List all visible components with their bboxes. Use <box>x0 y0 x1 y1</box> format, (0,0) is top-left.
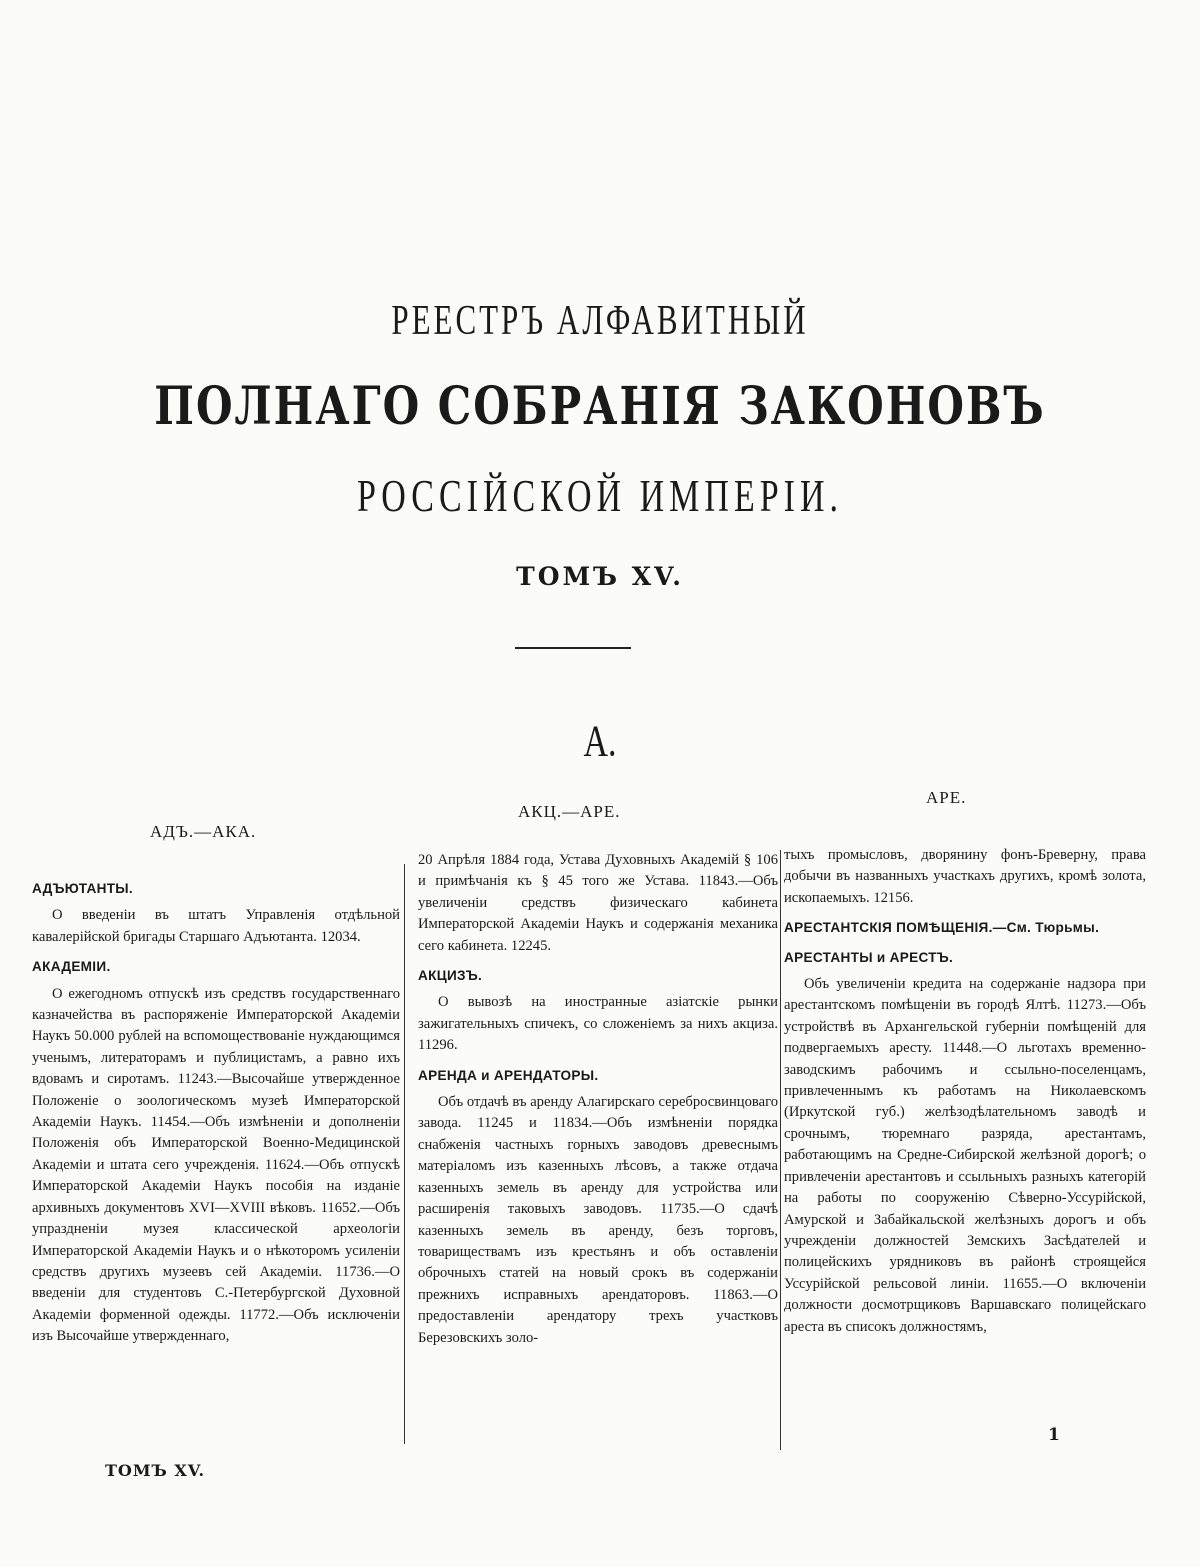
column-divider-2 <box>780 850 781 1450</box>
column-header-3: АРЕ. <box>926 788 967 807</box>
column-1 <box>32 870 400 1352</box>
entry-text: О введеніи въ штатъ Управленія отдѣльной кавалерійской бригады Старшаго Адъютанта. 12034. <box>32 907 400 945</box>
signature-mark: ТОМЪ XV. <box>105 1461 206 1480</box>
entry-text: тыхъ промысловъ, дворянину фонъ-Бреверну, права добычи въ названныхъ участкахъ другихъ, кромѣ золота, ископаемыхъ. 12156. <box>784 847 1146 906</box>
volume-title: ТОМЪ XV. <box>516 562 684 591</box>
entry-text: О ежегодномъ отпускѣ изъ средствъ государственнаго казначейства въ распоряженіе Императорской Академіи Наукъ 50.000 рублей на вспомоществованіе нуждающимся ученымъ, литераторамъ и публицистамъ, а равно ихъ вдовамъ и сиротамъ. 11243.—Высочайше утвержденное Положеніе о зоологическомъ музеѣ Императорской Академіи Наукъ. 11454.—Объ измѣненіи и дополненіи Положенія объ Императорской Военно-Медицинской Академіи и штата сего учрежденія. 11624.—Объ отпускѣ Императорской Академіи Наукъ пособія на изданіе архивныхъ документовъ XVI—XVIII вѣковъ. 11652.—Объ упраздненіи музея классической археологіи Императорской Академіи Наукъ и о нѣкоторомъ усиленіи средствъ другихъ музеевъ сей Академіи. 11736.—О введеніи для студентовъ С.-Петербургской Духовной Академіи форменной одежды. 11772.—Объ исключеніи изъ Высочайше утвержденнаго, <box>32 985 400 1345</box>
entry-heading: АРЕСТАНТСКІЯ ПОМѢЩЕНІЯ.—См. Тюрьмы. <box>784 920 1100 936</box>
column-2 <box>418 850 778 1353</box>
title-line-3: РОССІЙСКОЙ ИМПЕРІИ. <box>356 472 844 522</box>
section-letter: А. <box>583 718 617 767</box>
column-3 <box>784 845 1146 1342</box>
entry-text: Объ отдачѣ въ аренду Алагирскаго серебросвинцоваго завода. 11245 и 11834.—Объ измѣненіи порядка снабженія частныхъ горныхъ заводовъ древеснымъ матеріаломъ изъ казенныхъ лѣсовъ, а также отдача казенныхъ земель въ аренду для устройства или расширенія таковыхъ заводовъ. 11735.—О сдачѣ казенныхъ земель въ аренду, безъ торговъ, товариществамъ изъ крестьянъ и объ оставленіи оброчныхъ статей на новый срокъ въ содержаніи прежнихъ исправныхъ арендаторовъ. 11863.—О предоставленіи арендатору трехъ участковъ Березовскихъ золо- <box>418 1094 778 1346</box>
entry-text: 20 Апрѣля 1884 года, Устава Духовныхъ Академій § 106 и примѣчанія къ § 45 того же Устава. 11843.—Объ увеличеніи средствъ физическаго кабинета Императорской Академіи Наукъ и содержанія механика сего кабинета. 12245. <box>418 852 778 954</box>
page-number: 1 <box>1048 1425 1060 1445</box>
title-line-1: РЕЕСТРЪ АЛФАВИТНЫЙ <box>391 296 809 344</box>
title-rule <box>515 647 631 649</box>
column-divider-1 <box>404 864 405 1444</box>
entry-heading: АРЕСТАНТЫ и АРЕСТЪ. <box>784 949 954 965</box>
entry-heading: АКАДЕМІИ. <box>32 959 111 975</box>
entry-heading: АДЪЮТАНТЫ. <box>32 881 133 896</box>
column-header-1: АДЪ.—АКА. <box>150 822 257 841</box>
entry-text: О вывозѣ на иностранные азіатскіе рынки зажигательныхъ спичекъ, со сложеніемъ за нихъ акциза. 11296. <box>418 994 778 1054</box>
column-header-2: АКЦ.—АРЕ. <box>518 802 621 821</box>
entry-text: Объ увеличеніи кредита на содержаніе надзора при арестантскомъ помѣщеніи въ городѣ Ялтѣ. 11273.—Объ устройствѣ въ Архангельской губерніи помѣщеній для подвергаемыхъ аресту. 11448.—О льготахъ временно-заводскимъ рабочимъ и ссыльно-поселенцамъ, привлеченнымъ къ работамъ на Николаевскомъ (Иркутской губ.) желѣзодѣлательномъ заводѣ и срочнымъ, тюремнаго разряда, арестантамъ, работающимъ на Средне-Сибирской желѣзной дорогѣ; о привлеченіи арестантовъ и ссыльныхъ разныхъ категорій на работы по сооруженію Сѣверно-Уссурійской, Амурской и Забайкальской желѣзныхъ дорогъ и объ учрежденіи должностей Земскихъ Засѣдателей и полицейскихъ урядниковъ въ районѣ строящейся Уссурійской рельсовой линіи. 11655.—О включеніи должности досмотрщиковъ Варшавскаго полицейскаго ареста въ списокъ должностямъ, <box>784 976 1146 1335</box>
entry-heading: АКЦИЗЪ. <box>418 968 483 984</box>
title-line-2: ПОЛНАГО СОБРАНІЯ ЗАКОНОВЪ <box>154 375 1046 437</box>
entry-heading: АРЕНДА и АРЕНДАТОРЫ. <box>418 1067 599 1083</box>
